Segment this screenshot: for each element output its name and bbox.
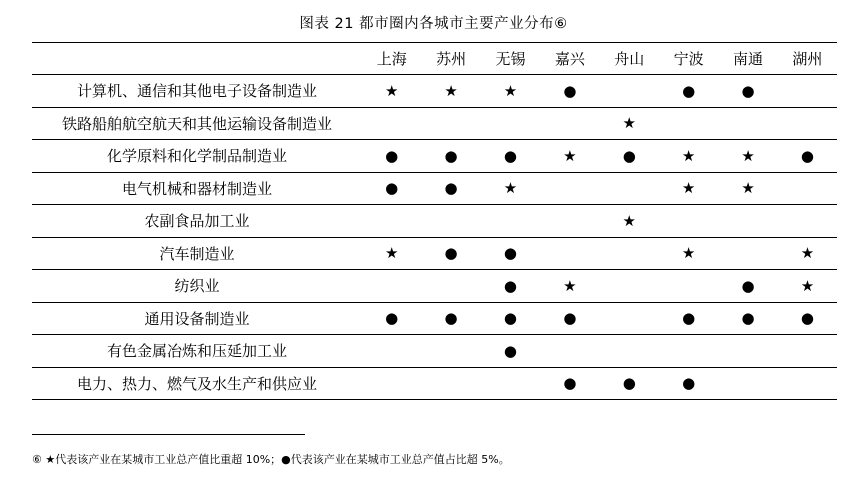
dot-mark-cell: ● [540,302,599,335]
star-mark-cell: ★ [659,172,718,205]
table-row [32,237,837,270]
empty-mark-cell [600,335,659,368]
dot-mark-cell: ● [481,302,540,335]
table-row [32,335,837,368]
empty-mark-cell [362,367,421,400]
industry-name-cell: 通用设备制造业 [32,302,362,335]
empty-mark-cell [718,237,777,270]
empty-mark-cell [540,335,599,368]
star-mark-cell: ★ [778,270,837,303]
empty-mark-cell [540,237,599,270]
star-mark-cell: ★ [540,270,599,303]
table-row [32,270,837,303]
dot-mark-cell: ● [481,140,540,173]
dot-mark-cell: ● [481,237,540,270]
dot-mark-cell: ● [778,302,837,335]
dot-mark-cell: ● [659,75,718,108]
empty-mark-cell [540,205,599,238]
dot-mark-cell: ● [421,302,480,335]
empty-mark-cell [481,107,540,140]
industry-name-cell: 铁路船舶航空航天和其他运输设备制造业 [32,107,362,140]
empty-mark-cell [778,75,837,108]
header-city-cell: 上海 [362,43,421,75]
empty-mark-cell [659,270,718,303]
star-mark-cell: ★ [659,140,718,173]
header-city-cell: 湖州 [778,43,837,75]
industry-name-cell: 电力、热力、燃气及水生产和供应业 [32,367,362,400]
star-mark-cell: ★ [600,107,659,140]
empty-mark-cell [718,205,777,238]
table-row [32,205,837,238]
empty-mark-cell [600,302,659,335]
header-city-cell: 宁波 [659,43,718,75]
empty-mark-cell [600,270,659,303]
industry-name-cell: 纺织业 [32,270,362,303]
footnote-divider [32,434,305,435]
industry-name-cell: 汽车制造业 [32,237,362,270]
empty-mark-cell [421,367,480,400]
dot-mark-cell: ● [421,172,480,205]
star-mark-cell: ★ [362,237,421,270]
dot-mark-cell: ● [659,302,718,335]
empty-mark-cell [540,172,599,205]
empty-mark-cell [778,205,837,238]
header-industry-cell [32,43,362,75]
header-row [32,43,837,75]
dot-mark-cell: ● [659,367,718,400]
empty-mark-cell [540,107,599,140]
dot-mark-cell: ● [481,270,540,303]
star-mark-cell: ★ [778,237,837,270]
star-mark-cell: ★ [540,140,599,173]
empty-mark-cell [421,107,480,140]
empty-mark-cell [481,367,540,400]
dot-mark-cell: ● [362,302,421,335]
empty-mark-cell [362,335,421,368]
star-mark-cell: ★ [600,205,659,238]
dot-mark-cell: ● [718,75,777,108]
dot-mark-cell: ● [421,237,480,270]
industry-name-cell: 化学原料和化学制品制造业 [32,140,362,173]
empty-mark-cell [421,205,480,238]
industry-name-cell: 农副食品加工业 [32,205,362,238]
empty-mark-cell [718,107,777,140]
dot-mark-cell: ● [718,302,777,335]
empty-mark-cell [778,367,837,400]
star-mark-cell: ★ [421,75,480,108]
empty-mark-cell [421,335,480,368]
empty-mark-cell [659,335,718,368]
dot-mark-cell: ● [540,367,599,400]
empty-mark-cell [718,367,777,400]
dot-mark-cell: ● [421,140,480,173]
dot-mark-cell: ● [362,172,421,205]
industry-name-cell: 有色金属冶炼和压延加工业 [32,335,362,368]
header-city-cell: 南通 [718,43,777,75]
empty-mark-cell [778,335,837,368]
header-city-cell: 苏州 [421,43,480,75]
dot-mark-cell: ● [718,270,777,303]
table-title: 图表 21 都市圈内各城市主要产业分布⑥ [299,16,568,32]
table-row [32,75,837,108]
empty-mark-cell [659,107,718,140]
header-city-cell: 舟山 [600,43,659,75]
table-row [32,107,837,140]
empty-mark-cell [778,107,837,140]
star-mark-cell: ★ [481,75,540,108]
footnote: ⑥ ★代表该产业在某城市工业总产值比重超 10%；●代表该产业在某城市工业总产值占比超 5%。 [32,453,510,466]
star-mark-cell: ★ [362,75,421,108]
industry-name-cell: 电气机械和器材制造业 [32,172,362,205]
empty-mark-cell [718,335,777,368]
table-row [32,172,837,205]
dot-mark-cell: ● [540,75,599,108]
table-row [32,140,837,173]
table-row [32,302,837,335]
star-mark-cell: ★ [718,172,777,205]
dot-mark-cell: ● [600,140,659,173]
star-mark-cell: ★ [718,140,777,173]
empty-mark-cell [481,205,540,238]
empty-mark-cell [362,270,421,303]
table-row [32,367,837,400]
star-mark-cell: ★ [659,237,718,270]
empty-mark-cell [659,205,718,238]
star-mark-cell: ★ [481,172,540,205]
empty-mark-cell [421,270,480,303]
empty-mark-cell [778,172,837,205]
dot-mark-cell: ● [778,140,837,173]
header-city-cell: 无锡 [481,43,540,75]
empty-mark-cell [600,172,659,205]
table-body [32,75,837,400]
dot-mark-cell: ● [362,140,421,173]
empty-mark-cell [600,237,659,270]
empty-mark-cell [600,75,659,108]
dot-mark-cell: ● [481,335,540,368]
empty-mark-cell [362,205,421,238]
header-city-cell: 嘉兴 [540,43,599,75]
empty-mark-cell [362,107,421,140]
dot-mark-cell: ● [600,367,659,400]
industry-name-cell: 计算机、通信和其他电子设备制造业 [32,75,362,108]
industry-distribution-table [32,42,837,400]
